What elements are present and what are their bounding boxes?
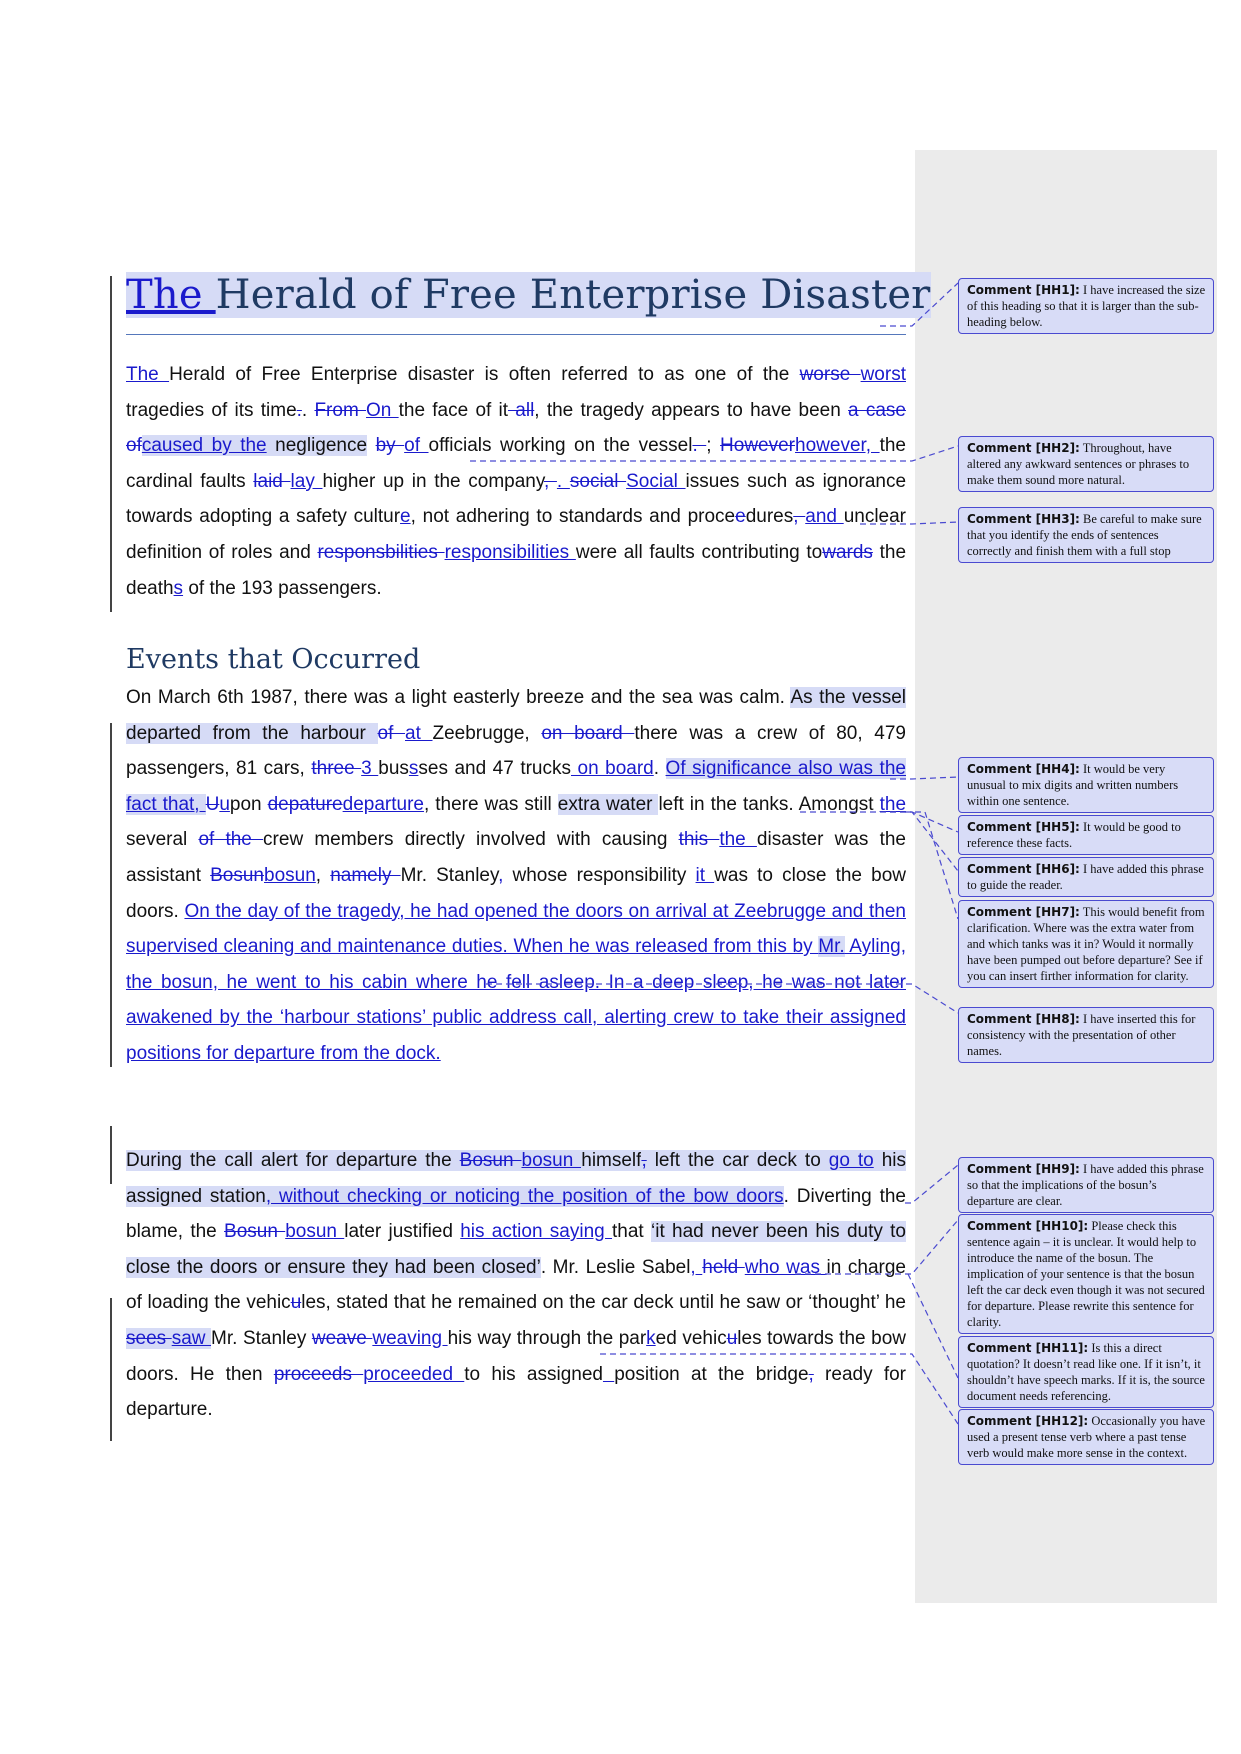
text-run: without checking or noticing the position of the bow doors	[279, 1185, 784, 1207]
comment-text: It would be good to reference these facts.	[967, 820, 1181, 850]
text-run: whose responsibility	[503, 864, 696, 886]
text-run: ,	[690, 1256, 703, 1278]
text-run: The	[126, 364, 170, 385]
text-run: proceeds	[273, 1363, 364, 1385]
text-run: ,	[498, 864, 504, 886]
text-run: social	[569, 470, 627, 492]
text-run: negligence	[266, 435, 368, 457]
text-run: of	[404, 435, 429, 457]
comment-text: I have added this phrase to guide the reader.	[967, 862, 1204, 892]
comment-text: It would be very unusual to mix digits and written numbers within one sentence.	[967, 762, 1179, 808]
text-run: at	[405, 722, 433, 744]
text-run: position at the bridge	[614, 1363, 809, 1385]
text-run: later justified	[344, 1221, 461, 1243]
text-run: u	[726, 1327, 738, 1349]
text-run: u	[219, 793, 230, 815]
text-run: his way through the par	[447, 1327, 647, 1349]
text-run: departure	[342, 793, 424, 815]
text-run: the	[879, 793, 907, 815]
text-run: wards	[822, 541, 873, 563]
text-run: and	[805, 506, 844, 528]
text-run: higher up in the company	[322, 470, 544, 492]
text-run: not adhering to standards and proce	[415, 506, 736, 528]
text-run: his assigned station	[126, 1150, 906, 1207]
text-run: Bosun	[210, 864, 264, 886]
text-run: the death	[126, 541, 907, 599]
text-run: by	[375, 435, 405, 457]
comment-label: Comment [HH6]:	[967, 862, 1080, 876]
text-run: who was	[744, 1256, 827, 1278]
text-run: left in the tanks. Amongst	[658, 793, 880, 815]
comment-text: Please check this sentence again – it is unclear. It would help to introduce the name of the bosun. The implication of your sentence is that the bosun left the car deck even though it was not secured for departure. Please rewrite this sentence for clarity.	[967, 1219, 1205, 1329]
comment-label: Comment [HH11]:	[967, 1341, 1089, 1355]
text-run: sees	[126, 1327, 172, 1349]
text-run: e	[400, 506, 411, 528]
text-run: weaving	[372, 1327, 448, 1349]
text-run: However	[720, 435, 796, 457]
text-run: Mr. Stanley	[211, 1327, 312, 1349]
text-run: it	[695, 864, 715, 886]
text-run: disaster was the assistant	[126, 829, 906, 886]
text-run: les, stated that he remained on the car deck until he saw or ‘thought’ he	[301, 1292, 906, 1314]
text-run: . Diverting the blame, the	[126, 1185, 906, 1243]
text-run: however,	[795, 435, 880, 457]
text-run: all	[508, 399, 535, 421]
text-run: On March 6th 1987, there was a light easterly breeze and the sea was calm.	[126, 687, 791, 708]
text-run: bosun	[521, 1150, 582, 1171]
comment-text: Throughout, have altered any awkward sentences or phrases to make them sound more natural.	[967, 441, 1190, 487]
text-run: weave	[311, 1327, 373, 1349]
title-text: Herald of Free Enterprise Disaster	[215, 272, 931, 318]
text-run: extra water	[557, 793, 659, 815]
comment-text: Is this a direct quotation? It doesn’t read like one. If it isn’t, it shouldn’t have speech marks. If it is, the source document needs referencing.	[967, 1341, 1205, 1403]
text-run: was to close the bow doors.	[126, 864, 906, 922]
text-run: issues such as ignorance towards adopting a safety cultur	[126, 470, 907, 528]
text-run: ,	[793, 506, 806, 528]
text-run: During the call alert for departure the	[126, 1150, 460, 1171]
text-run: responsbilities	[317, 541, 445, 563]
text-run: Mr.	[818, 936, 845, 958]
text-run: ,	[315, 864, 331, 886]
text-run: laid	[253, 470, 291, 492]
text-run: , the tragedy appears to have been	[534, 399, 849, 421]
text-run: caused by the	[141, 435, 267, 457]
text-run: officials working on the vessel	[428, 435, 693, 457]
comment-label: Comment [HH9]:	[967, 1162, 1080, 1176]
comment-label: Comment [HH2]:	[967, 441, 1080, 455]
text-run: U	[205, 793, 220, 815]
text-run: were all faults contributing to	[575, 541, 823, 563]
text-run: the face of it	[398, 399, 509, 421]
text-run: on board	[541, 722, 635, 744]
text-run: the cardinal faults	[126, 435, 906, 492]
text-run: proceeded	[363, 1363, 465, 1385]
text-run: ses and 47 trucks	[418, 758, 571, 780]
text-run: held	[702, 1256, 745, 1278]
text-run: As the vessel departed from the harbour	[126, 687, 907, 744]
text-run: On	[366, 399, 399, 421]
text-run: 3	[361, 758, 379, 780]
text-run: namely	[330, 864, 401, 886]
comment-text: Be careful to make sure that you identify the ends of sentences correctly and finish them with a full stop	[967, 512, 1202, 558]
text-run: dures	[745, 506, 794, 528]
text-run: his action saying	[460, 1221, 613, 1243]
comment-label: Comment [HH7]:	[967, 905, 1080, 919]
text-run: .	[301, 399, 315, 421]
comment-label: Comment [HH10]:	[967, 1219, 1089, 1233]
text-run: three	[311, 758, 362, 780]
text-run: on board	[571, 758, 654, 780]
text-run: ;	[706, 435, 721, 457]
title-inserted-text: The	[126, 272, 216, 318]
text-run: Social	[626, 470, 686, 492]
text-run: e	[735, 506, 746, 528]
comment-label: Comment [HH3]:	[967, 512, 1080, 526]
text-run: saw	[171, 1327, 212, 1349]
text-run: responsibilities	[444, 541, 576, 563]
text-run: u	[290, 1292, 302, 1314]
comment-text: I have added this phrase so that the implications of the bosun’s departure are clear.	[967, 1162, 1204, 1208]
text-run: ,	[543, 470, 557, 492]
text-run: of the	[198, 829, 264, 851]
comment-label: Comment [HH12]:	[967, 1414, 1089, 1428]
text-run: From	[314, 399, 367, 421]
text-run: ,	[808, 1363, 814, 1385]
text-run: Mr. Stanley	[400, 864, 499, 886]
text-run: unclear definition of roles and	[126, 506, 907, 563]
text-run: the	[719, 829, 757, 851]
text-run: s	[408, 758, 419, 780]
text-run: Of significance also was the fact that,	[126, 758, 906, 815]
text-run: crew members directly involved with causing	[263, 829, 679, 851]
text-run: . Mr. Leslie Sabel	[540, 1256, 691, 1278]
text-run: ,	[641, 1150, 647, 1171]
text-run: Herald of Free Enterprise disaster is often referred to as one of the	[169, 364, 800, 385]
text-run: ‘it had never been his duty to close the doors or ensure they had been closed’	[126, 1221, 907, 1278]
text-run: ed vehic	[655, 1327, 727, 1349]
text-run: left the car deck to	[646, 1150, 829, 1171]
comment-label: Comment [HH4]:	[967, 762, 1080, 776]
text-run: this	[678, 829, 720, 851]
text-run: depature	[267, 793, 343, 815]
text-run: Bosun	[459, 1150, 522, 1171]
text-run: .	[296, 399, 302, 421]
text-run: pon	[229, 793, 268, 815]
comment-text: Occasionally you have used a present tense verb where a past tense verb would make more sense in the context.	[967, 1414, 1206, 1460]
text-run: ,	[265, 1185, 279, 1207]
text-run: On the day of the tragedy, he had opened the doors on arrival at Zeebrugge and then supervised cleaning and maintenance duties. When he was released from this by	[126, 900, 906, 958]
text-run: ,	[410, 506, 416, 528]
text-run: k	[646, 1327, 656, 1349]
text-run: bosun	[285, 1221, 345, 1243]
text-run: of the 193 passengers.	[183, 577, 382, 599]
comment-label: Comment [HH1]:	[967, 283, 1080, 297]
text-run: of	[377, 722, 405, 744]
text-run: that	[612, 1221, 651, 1243]
text-run: go to	[828, 1150, 874, 1171]
comment-label: Comment [HH8]:	[967, 1012, 1080, 1026]
comment-text: This would benefit from clarification. Where was the extra water from and which tanks was it in? Would it normally have been pumped out before departure? See if you can insert firther information for clarity.	[967, 905, 1205, 983]
text-run: ready for departure.	[126, 1363, 907, 1421]
text-run: .	[653, 758, 666, 780]
text-run: there was a crew of 80, 479 passengers, 81 cars,	[126, 722, 906, 780]
text-run: Ayling, the bosun, he went to his cabin where he fell asleep. In a deep sleep, he was not later awakened by the ‘harbour stations’ public address call, alerting crew to take their assigned positions for departure from the dock.	[126, 936, 906, 1064]
text-run: Zeebrugge,	[432, 722, 542, 744]
text-run: .	[692, 435, 707, 457]
text-run: bosun	[264, 864, 316, 886]
text-run: lay	[290, 470, 323, 492]
text-run: several	[126, 829, 199, 851]
comment-text: I have inserted this for consistency with the presentation of other names.	[967, 1012, 1196, 1058]
text-run: a case of	[126, 399, 906, 457]
text-run: Bosun	[224, 1221, 286, 1243]
section-heading[interactable]: Events that Occurred	[126, 644, 421, 675]
text-run: s	[173, 577, 184, 599]
text-run: , there was still	[423, 793, 558, 815]
text-run: les towards the bow doors. He then	[126, 1327, 906, 1385]
text-run: to his assigned	[464, 1363, 603, 1385]
text-run: bus	[378, 758, 409, 780]
text-run: .	[556, 470, 570, 492]
text-run: himself	[581, 1150, 642, 1171]
comment-text: I have increased the size of this heading so that it is larger than the sub-heading below.	[967, 283, 1206, 329]
text-run: tragedies of its time	[126, 399, 297, 421]
text-run: worst	[860, 364, 906, 385]
comment-label: Comment [HH5]:	[967, 820, 1080, 834]
text-run: in charge of loading the vehic	[126, 1256, 906, 1314]
text-run: worse	[799, 364, 861, 385]
